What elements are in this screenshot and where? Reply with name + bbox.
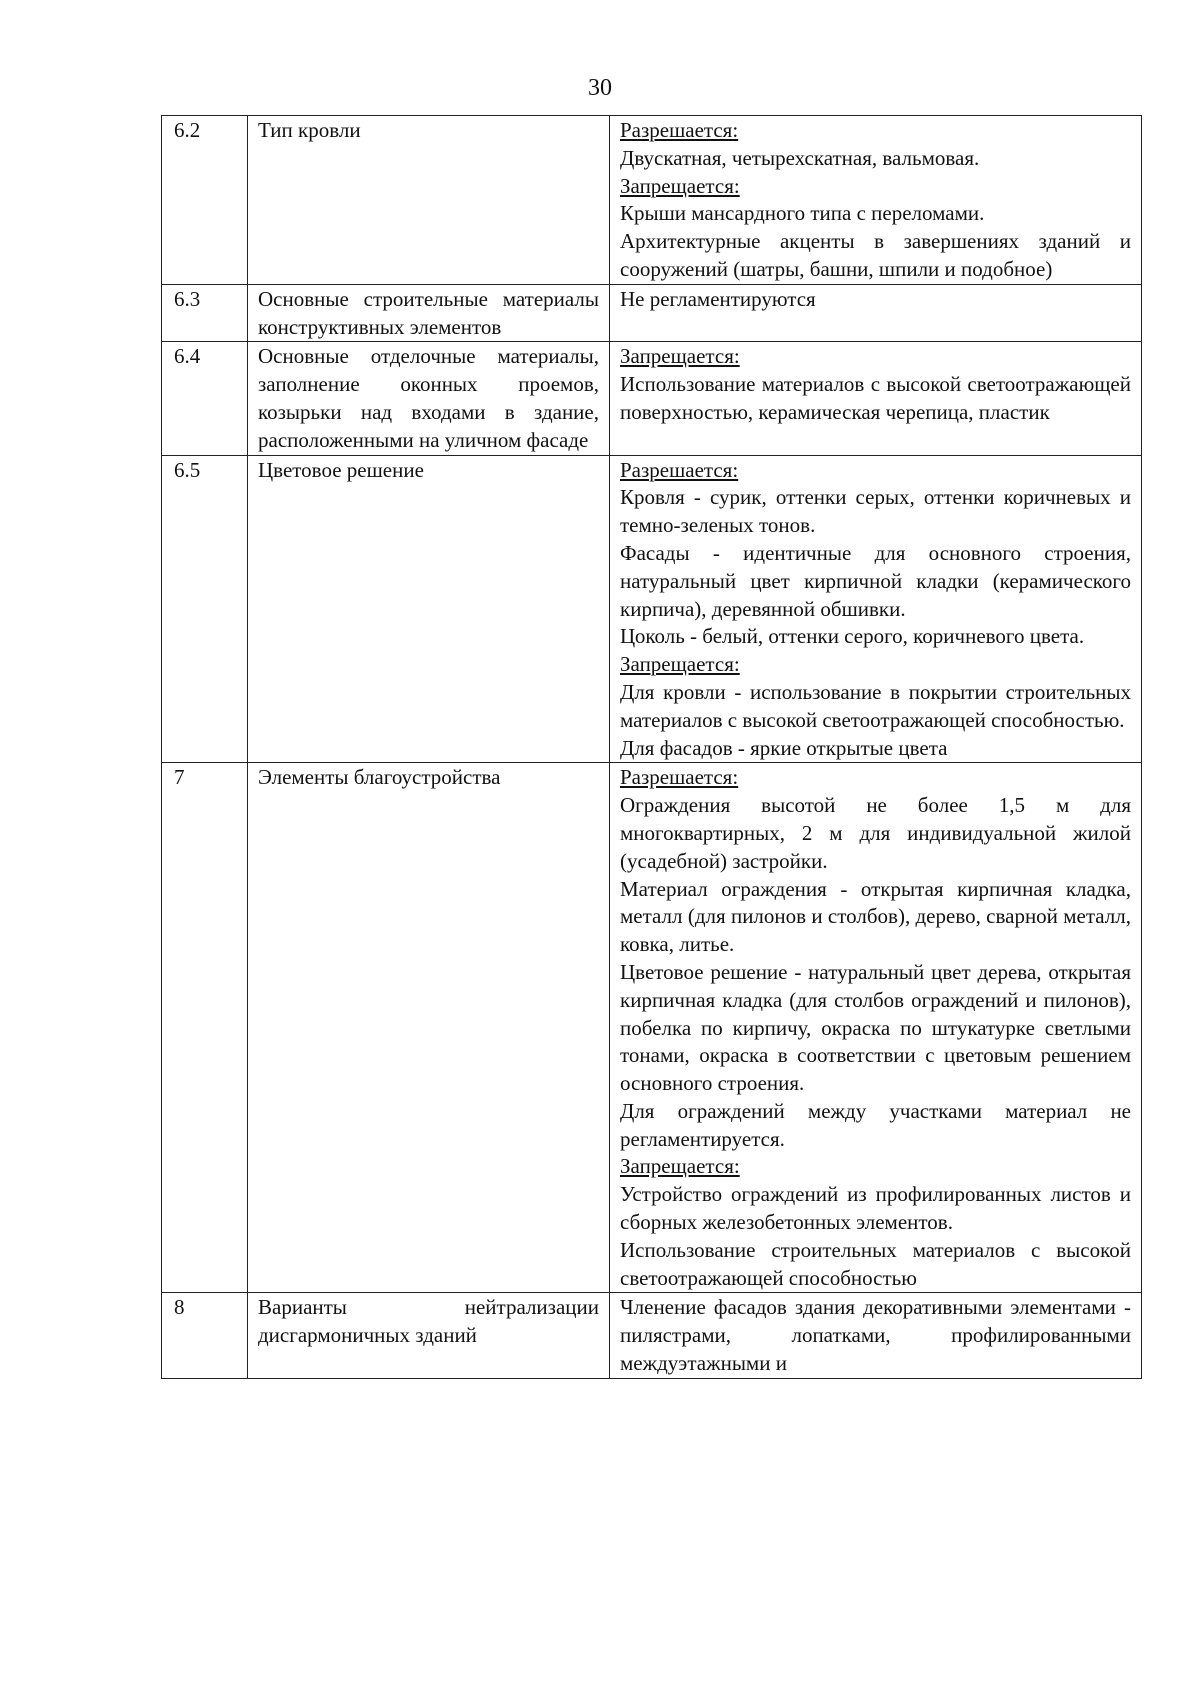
- regulation-heading: Разрешается:: [620, 765, 739, 790]
- regulation-text: Для кровли - использование в покрытии строительных материалов с высокой светоотражающей способностью.: [620, 679, 1131, 732]
- regulation-text: Фасады - идентичные для основного строения, натуральный цвет кирпичной кладки (керамического кирпича), деревянной обшивки.: [620, 540, 1131, 621]
- regulation-text: Цоколь - белый, оттенки серого, коричневого цвета.: [620, 624, 1085, 649]
- row-number-cell: 8: [162, 1293, 248, 1378]
- parameter-name: Цветовое решение: [258, 457, 424, 482]
- row-number-cell: 6.2: [162, 116, 248, 285]
- regulation-cell: [610, 455, 1142, 763]
- regulation-cell: [610, 342, 1142, 455]
- regulation-text: Для ограждений между участками материал не регламентируется.: [620, 1098, 1131, 1151]
- row-number-cell: 7: [162, 763, 248, 1293]
- parameter-name-cell: [248, 342, 610, 455]
- regulation-cell: [610, 284, 1142, 342]
- row-number-cell: 6.5: [162, 455, 248, 763]
- regulation-text: Цветовое решение - натуральный цвет дерева, открытая кирпичная кладка (для столбов ограждений и пилонов), побелка по кирпичу, окраска по штукатурке светлыми тонами, окраска в соответствии с цветовым решением основного строения.: [620, 959, 1131, 1096]
- parameter-name: Тип кровли: [258, 118, 361, 142]
- regulations-table: [161, 115, 1142, 1379]
- parameter-name-cell: [248, 284, 610, 342]
- table-row: [162, 116, 1142, 285]
- row-number-cell: 6.3: [162, 284, 248, 342]
- regulation-cell: [610, 763, 1142, 1293]
- page-number: 30: [588, 75, 612, 101]
- regulation-text: Членение фасадов здания декоративными элементами - пилястрами, лопатками, профилированными междуэтажными и: [620, 1295, 1131, 1376]
- regulation-heading: Разрешается:: [620, 118, 739, 142]
- regulation-text: Материал ограждения - открытая кирпичная кладка, металл (для пилонов и столбов), дерево, сварной металл, ковка, литье.: [620, 876, 1131, 957]
- table-row: [162, 455, 1142, 763]
- regulations-table-body: [162, 116, 1142, 1379]
- parameter-name: Основные отделочные материалы, заполнение оконных проемов, козырьки над входами в здание, расположенными на уличном фасаде: [258, 344, 599, 452]
- regulation-heading: Запрещается:: [620, 173, 740, 198]
- regulation-text: Использование материалов с высокой светоотражающей поверхностью, керамическая черепица, пластик: [620, 372, 1131, 424]
- regulation-text: Для фасадов - яркие открытые цвета: [620, 735, 948, 760]
- parameter-name: Варианты нейтрализации дисгармоничных зданий: [258, 1295, 599, 1348]
- regulation-text: Двускатная, четырехскатная, вальмовая.: [620, 145, 980, 170]
- table-row: [162, 284, 1142, 342]
- parameter-name-cell: [248, 763, 610, 1293]
- row-number-cell: 6.4: [162, 342, 248, 455]
- regulation-text: Крыши мансардного типа с переломами.: [620, 201, 985, 226]
- regulation-text: Архитектурные акценты в завершениях зданий и сооружений (шатры, башни, шпили и подобное): [620, 229, 1131, 281]
- table-row: [162, 1293, 1142, 1378]
- regulation-text: Кровля - сурик, оттенки серых, оттенки коричневых и темно-зеленых тонов.: [620, 485, 1131, 538]
- regulation-cell: [610, 1293, 1142, 1378]
- parameter-name-cell: [248, 116, 610, 285]
- parameter-name: Элементы благоустройства: [258, 765, 501, 790]
- regulation-text: Не регламентируются: [620, 286, 816, 311]
- parameter-name-cell: [248, 455, 610, 763]
- regulation-text: Ограждения высотой не более 1,5 м для многоквартирных, 2 м для индивидуальной жилой (усадебной) застройки.: [620, 793, 1131, 873]
- table-row: [162, 763, 1142, 1293]
- parameter-name-cell: [248, 1293, 610, 1378]
- regulation-text: Использование строительных материалов с высокой светоотражающей способностью: [620, 1237, 1131, 1290]
- parameter-name: Основные строительные материалы конструктивных элементов: [258, 286, 599, 339]
- regulation-text: Устройство ограждений из профилированных листов и сборных железобетонных элементов.: [620, 1182, 1131, 1235]
- regulation-heading: Разрешается:: [620, 457, 739, 482]
- regulation-cell: [610, 116, 1142, 285]
- table-row: [162, 342, 1142, 455]
- regulation-heading: Запрещается:: [620, 652, 740, 677]
- regulation-heading: Запрещается:: [620, 1154, 740, 1179]
- regulation-heading: Запрещается:: [620, 344, 740, 369]
